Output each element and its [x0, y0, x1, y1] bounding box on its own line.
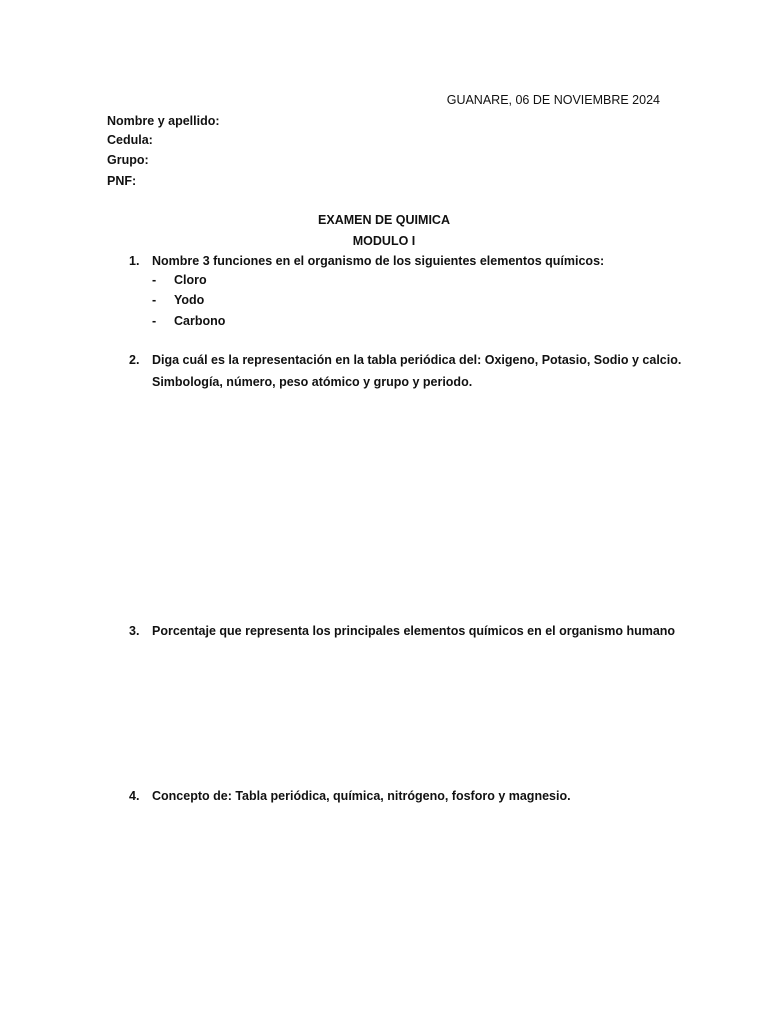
question-1-text: Nombre 3 funciones en el organismo de los siguientes elementos químicos: [152, 254, 605, 268]
exam-title: EXAMEN DE QUIMICA [318, 213, 450, 227]
field-pnf: PNF: [107, 174, 137, 188]
date-line: GUANARE, 06 DE NOVIEMBRE 2024 [446, 93, 660, 107]
bullet-dash: - [152, 273, 157, 287]
question-4-text: Concepto de: Tabla periódica, química, nitrógeno, fosforo y magnesio. [152, 789, 571, 803]
field-cedula: Cedula: [107, 133, 153, 147]
field-grupo: Grupo: [107, 153, 149, 167]
bullet-dash: - [152, 293, 157, 307]
question-2-line-2: Simbología, número, peso atómico y grupo y periodo. [152, 375, 473, 389]
field-nombre-apellido: Nombre y apellido: [107, 114, 220, 128]
list-item-cloro: Cloro [174, 273, 207, 287]
question-3-number: 3. [129, 624, 140, 638]
bullet-dash: - [152, 314, 157, 328]
list-item-yodo: Yodo [174, 293, 205, 307]
question-1-number: 1. [129, 254, 140, 268]
exam-module: MODULO I [352, 234, 416, 248]
question-3-text: Porcentaje que representa los principales elementos químicos en el organismo humano [152, 624, 676, 638]
list-item-carbono: Carbono [174, 314, 226, 328]
question-4-number: 4. [129, 789, 140, 803]
question-2-number: 2. [129, 353, 140, 367]
question-2-line-1: Diga cuál es la representación en la tabla periódica del: Oxigeno, Potasio, Sodio y calcio. [152, 353, 682, 367]
